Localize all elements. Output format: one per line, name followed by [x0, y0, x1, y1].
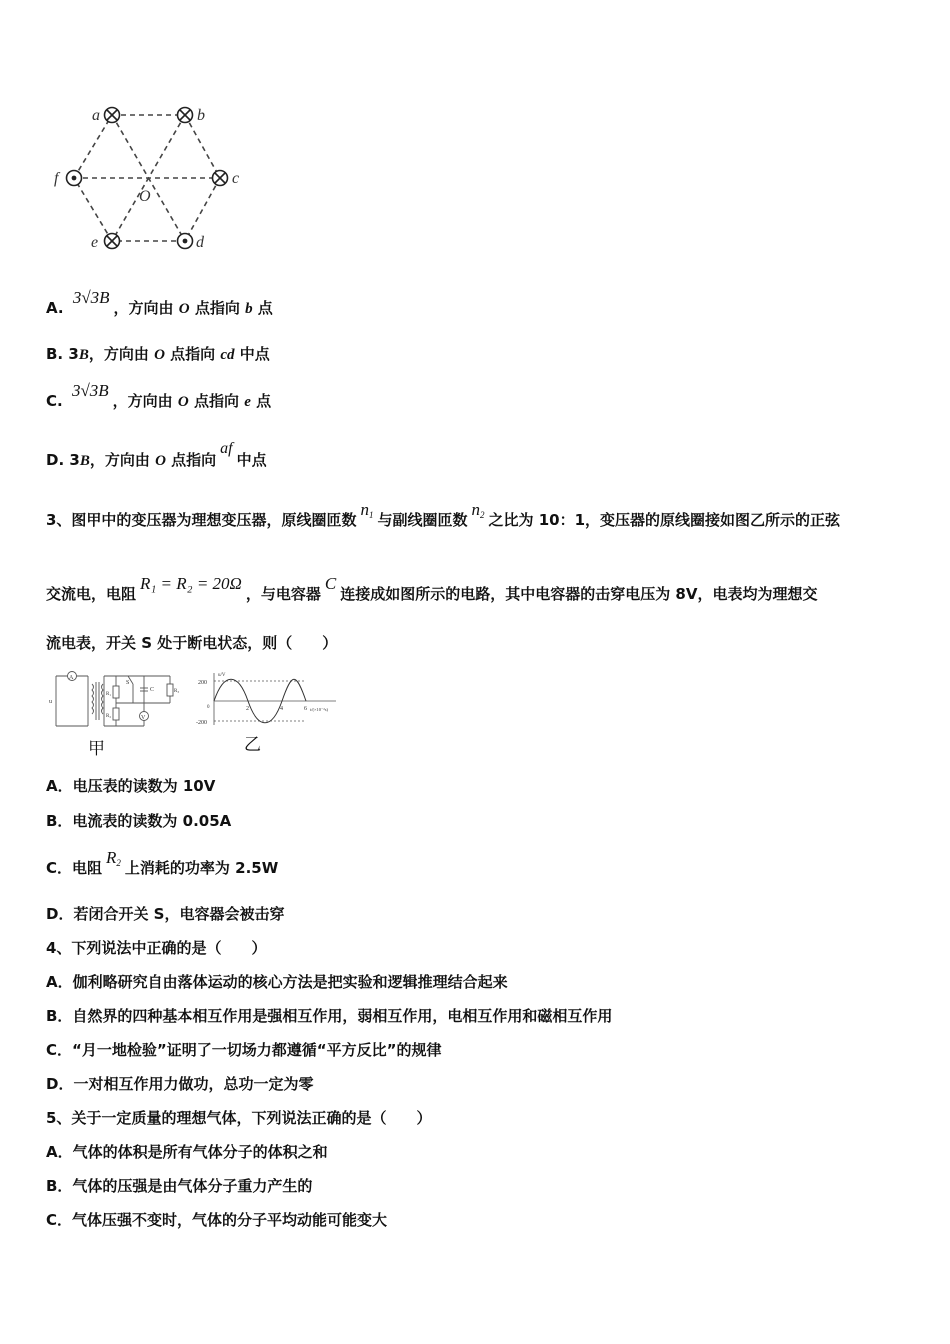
q3-fig-jia-caption: 甲 — [88, 739, 105, 759]
q2-option-c-math: 3√3B — [71, 381, 109, 400]
label-d: d — [196, 234, 204, 251]
wire-d-out-of-page-icon — [178, 234, 193, 249]
svg-text:6: 6 — [304, 706, 307, 712]
wire-c-into-page-icon — [213, 171, 228, 186]
q3-stem-line1: 3、图甲中的变压器为理想变压器，原线圈匝数n1 与副线圈匝数n2 之比为 10：1，变压器的原线圈接如图乙所示的正弦 — [46, 500, 841, 529]
svg-text:t/(×10⁻²s): t/(×10⁻²s) — [310, 707, 329, 712]
svg-text:200: 200 — [198, 680, 207, 686]
label-o: O — [139, 188, 151, 205]
q5-option-b: B．气体的压强是由气体分子重力产生的 — [46, 1177, 313, 1195]
q3-option-b: B．电流表的读数为 0.05A — [46, 812, 232, 830]
svg-text:C: C — [150, 687, 155, 693]
q4-option-b: B．自然界的四种基本相互作用是强相互作用，弱相互作用，电相互作用和磁相互作用 — [46, 1007, 613, 1025]
q4-stem: 4、下列说法中正确的是（ ） — [46, 939, 267, 957]
svg-text:R₁: R₁ — [106, 692, 112, 697]
q3-stem-line3: 流电表，开关 S 处于断电状态，则（ ） — [46, 634, 338, 652]
label-c: c — [232, 170, 240, 187]
svg-text:u: u — [49, 699, 52, 705]
q3-option-c: C．电阻R2 上消耗的功率为 2.5W — [46, 848, 279, 877]
svg-text:4: 4 — [280, 706, 283, 712]
label-b: b — [197, 107, 205, 124]
svg-text:S: S — [126, 680, 130, 686]
svg-text:-200: -200 — [196, 720, 207, 726]
q3-resistors: R₁ = R₂ = 20Ω — [140, 574, 242, 593]
svg-text:R₃: R₃ — [174, 689, 180, 694]
q3-circuit-figure — [48, 670, 188, 732]
label-f: f — [54, 170, 59, 187]
q5-stem: 5、关于一定质量的理想气体，下列说法正确的是（ ） — [46, 1109, 432, 1127]
q3-n1: n1 — [360, 500, 374, 520]
q3-option-a: A．电压表的读数为 10V — [46, 777, 216, 795]
q2-option-a-math: 3√3B — [72, 288, 110, 307]
q3-n2: n2 — [471, 500, 485, 520]
q4-option-d: D．一对相互作用力做功，总功一定为零 — [46, 1075, 314, 1093]
q5-option-a: A．气体的体积是所有气体分子的体积之和 — [46, 1143, 328, 1161]
svg-text:A: A — [69, 675, 74, 681]
wire-e-into-page-icon — [105, 234, 120, 249]
svg-text:0: 0 — [207, 705, 210, 710]
q3-stem-line2: 交流电，电阻R₁ = R₂ = 20Ω，与电容器C连接成如图所示的电路，其中电容器的击穿电压为 8V，电表均为理想交 — [46, 574, 818, 603]
q3-capacitor: C — [324, 574, 337, 593]
q4-option-c: C．“月一地检验”证明了一切场力都遵循“平方反比”的规律 — [46, 1041, 442, 1059]
wire-a-into-page-icon — [105, 108, 120, 123]
q2-option-d: D. 3B，方向由 O 点指向af中点 — [46, 440, 267, 469]
q2-option-a: A. 3√3B，方向由 O 点指向 b 点 — [46, 288, 273, 317]
q4-option-a: A．伽利略研究自由落体运动的核心方法是把实验和逻辑推理结合起来 — [46, 973, 508, 991]
q2-option-c: C. 3√3B，方向由 O 点指向 e 点 — [46, 381, 272, 410]
q3-r2: R2 — [106, 848, 121, 868]
svg-text:2: 2 — [246, 706, 249, 712]
q3-wave-figure — [196, 670, 341, 730]
svg-text:u/V: u/V — [218, 673, 226, 678]
svg-text:R₂: R₂ — [106, 714, 112, 719]
wire-f-out-of-page-icon — [67, 171, 82, 186]
q3-fig-yi-caption: 乙 — [244, 735, 261, 755]
svg-text:V: V — [141, 715, 146, 721]
label-a: a — [92, 107, 100, 124]
q2-option-b: B. 3B，方向由 O 点指向 cd 中点 — [46, 345, 270, 363]
hexagon-field-figure — [50, 98, 250, 258]
q5-option-c: C．气体压强不变时，气体的分子平均动能可能变大 — [46, 1211, 388, 1229]
label-e: e — [91, 234, 99, 251]
wire-b-into-page-icon — [178, 108, 193, 123]
q3-option-d: D．若闭合开关 S，电容器会被击穿 — [46, 905, 285, 923]
